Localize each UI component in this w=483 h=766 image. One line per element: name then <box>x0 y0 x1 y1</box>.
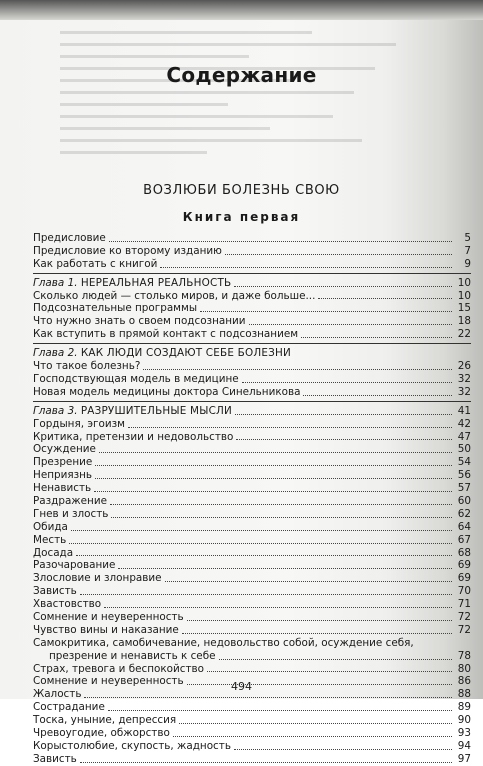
toc-entry-title: Критика, претензии и недовольство <box>33 430 234 443</box>
toc-entry-title: Чревоугодие, обжорство <box>33 727 170 739</box>
toc-entry[interactable] <box>33 714 471 727</box>
leader-dots <box>234 749 452 750</box>
toc-entry[interactable] <box>33 663 471 676</box>
toc-entry-title-cont: презрение и ненависть к себе <box>49 649 216 662</box>
toc-entry[interactable] <box>33 290 471 303</box>
toc-entry-title: Подсознательные программы <box>33 302 198 315</box>
toc-entry-page: 86 <box>457 675 471 688</box>
leader-dots <box>128 427 452 428</box>
leader-dots <box>99 452 452 453</box>
toc-entry-title: Ненависть <box>33 482 92 495</box>
book-part-label: Книга первая <box>182 210 301 224</box>
toc-entry-title: Досада <box>33 546 74 559</box>
toc-entry-page: 50 <box>457 443 471 456</box>
toc-entry-title: Зависть <box>33 585 77 598</box>
leader-dots <box>84 697 452 698</box>
toc-entry[interactable] <box>33 443 471 456</box>
leader-dots <box>95 478 452 479</box>
toc-entry-title: Разочарование <box>33 559 116 572</box>
leader-dots <box>187 620 452 621</box>
toc-entry-page: 15 <box>457 302 471 315</box>
toc-entry-title: Что такое болезнь? <box>33 360 141 373</box>
book-title: ВОЗЛЮБИ БОЛЕЗНЬ СВОЮ <box>143 183 340 198</box>
toc-entry[interactable] <box>33 624 471 637</box>
toc-entry[interactable] <box>33 245 471 258</box>
toc-entry-page: 78 <box>457 649 471 662</box>
chapter-number: Глава 2. <box>33 347 78 360</box>
toc-entry-page: 67 <box>457 533 471 546</box>
toc-entry[interactable] <box>33 258 471 274</box>
toc-entry-page: 22 <box>457 328 471 341</box>
toc-entry-page: 72 <box>457 623 471 636</box>
toc-entry[interactable] <box>33 534 471 547</box>
toc-entry-title: Предисловие ко второму изданию <box>33 244 222 257</box>
chapter-heading[interactable] <box>33 405 471 418</box>
toc-entry-page: 72 <box>457 610 471 623</box>
toc-entry-title: Хвастовство <box>33 598 102 611</box>
toc-entry-page: 69 <box>457 559 471 572</box>
leader-dots <box>165 581 452 582</box>
leader-dots <box>160 267 452 268</box>
toc-entry[interactable] <box>33 508 471 521</box>
toc-entry-title: Корыстолюбие, скупость, жадность <box>33 739 231 752</box>
leader-dots <box>236 439 452 440</box>
toc-entry[interactable] <box>33 373 471 386</box>
leader-dots <box>179 723 452 724</box>
toc-entry-title: Как работать с книгой <box>33 257 158 270</box>
scan-top-edge <box>0 0 483 20</box>
toc-entry-page: 94 <box>457 739 471 752</box>
toc-entry[interactable] <box>33 727 471 740</box>
toc-entry-page: 47 <box>457 430 471 443</box>
toc-entry-title: Неприязнь <box>33 469 93 482</box>
leader-dots <box>69 543 452 544</box>
leader-dots <box>80 594 452 595</box>
toc-entry-page: 18 <box>457 315 471 328</box>
toc-entry-title: Чувство вины и наказание <box>33 623 179 636</box>
toc-entry-page: 32 <box>457 372 471 385</box>
toc-entry-page: 80 <box>457 662 471 675</box>
toc-entry-page: 57 <box>457 482 471 495</box>
toc-entry-page: 89 <box>457 701 471 714</box>
leader-dots <box>219 659 453 660</box>
toc-entry-page: 10 <box>457 289 471 302</box>
toc-entry-page: 42 <box>457 417 471 430</box>
chapter-heading[interactable] <box>33 277 471 290</box>
toc-entry[interactable] <box>33 328 471 344</box>
leader-dots <box>207 671 452 672</box>
toc-entry[interactable] <box>33 521 471 534</box>
leader-dots <box>104 607 452 608</box>
toc-entry[interactable] <box>33 418 471 431</box>
toc-entry-page: 10 <box>457 276 471 289</box>
page-title: Содержание <box>166 63 317 87</box>
toc-entry-title: Как вступить в прямой контакт с подсознанием <box>33 328 299 341</box>
leader-dots <box>108 710 452 711</box>
chapter-name: РАЗРУШИТЕЛЬНЫЕ МЫСЛИ <box>80 404 233 417</box>
toc-entry-page: 26 <box>457 360 471 373</box>
chapter-number: Глава 1. <box>33 276 78 289</box>
toc-entry-page: 60 <box>457 494 471 507</box>
leader-dots <box>234 286 452 287</box>
leader-dots <box>143 369 452 370</box>
toc-entry-title: Зависть <box>33 752 77 765</box>
toc-entry-page: 71 <box>457 598 471 611</box>
leader-dots <box>111 517 452 518</box>
leader-dots <box>173 736 452 737</box>
toc-entry[interactable] <box>33 360 471 373</box>
toc-entry-title: Сострадание <box>33 701 105 714</box>
toc-entry-page: 9 <box>464 257 471 270</box>
leader-dots <box>118 568 452 569</box>
leader-dots <box>318 298 452 299</box>
leader-dots <box>249 324 452 325</box>
toc-entry-title: Злословие и злонравие <box>33 572 162 585</box>
toc-entry-title: Самокритика, самобичевание, недовольство собой, осуждение себя, <box>33 636 414 649</box>
leader-dots <box>242 382 452 383</box>
toc-entry-page: 56 <box>457 469 471 482</box>
chapter-name: НЕРЕАЛЬНАЯ РЕАЛЬНОСТЬ <box>80 276 232 289</box>
toc-entry[interactable] <box>33 232 471 245</box>
leader-dots <box>80 762 452 763</box>
toc-entry-title: Господствующая модель в медицине <box>33 372 239 385</box>
leader-dots <box>182 633 452 634</box>
toc-entry[interactable] <box>33 302 471 315</box>
leader-dots <box>110 504 452 505</box>
toc-entry-title: Предисловие <box>33 231 106 244</box>
page-number: 494 <box>231 680 252 693</box>
chapter-heading[interactable] <box>33 347 471 360</box>
toc-entry[interactable] <box>33 572 471 585</box>
bleed-through-text <box>60 22 480 192</box>
toc-entry[interactable] <box>33 701 471 714</box>
leader-dots <box>95 465 452 466</box>
toc-entry-page: 70 <box>457 585 471 598</box>
toc-entry[interactable] <box>33 611 471 624</box>
toc-entry-page: 7 <box>464 244 471 257</box>
toc-entry-title: Раздражение <box>33 494 107 507</box>
leader-dots <box>200 311 452 312</box>
chapter-number: Глава 3. <box>33 404 78 417</box>
toc-entry[interactable] <box>33 315 471 328</box>
toc-entry-page: 93 <box>457 727 471 739</box>
toc-entry-page: 97 <box>457 752 471 765</box>
toc-entry[interactable] <box>33 585 471 598</box>
toc-entry[interactable] <box>33 431 471 444</box>
toc-entry-page: 41 <box>457 404 471 417</box>
toc-entry[interactable] <box>33 456 471 469</box>
toc-entry[interactable] <box>33 740 471 753</box>
chapter-name: КАК ЛЮДИ СОЗДАЮТ СЕБЕ БОЛЕЗНИ <box>80 347 291 360</box>
toc-entry-title: Сомнение и неуверенность <box>33 675 184 688</box>
leader-dots <box>94 491 452 492</box>
leader-dots <box>225 254 452 255</box>
toc-entry-title: Что нужно знать о своем подсознании <box>33 315 246 328</box>
toc-entry-page: 90 <box>457 714 471 727</box>
leader-dots <box>76 555 452 556</box>
toc-entry[interactable] <box>33 547 471 560</box>
toc-entry-title: Месть <box>33 533 67 546</box>
toc-entry-title: Сомнение и неуверенность <box>33 610 184 623</box>
toc-entry[interactable] <box>33 637 471 663</box>
toc-entry-page: 54 <box>457 456 471 469</box>
toc-entry-title: Обида <box>33 520 68 533</box>
toc-entry-title: Гнев и злость <box>33 507 109 520</box>
leader-dots <box>109 241 452 242</box>
toc-entry[interactable] <box>33 559 471 572</box>
toc-entry[interactable] <box>33 469 471 482</box>
toc-entry-title: Презрение <box>33 456 93 469</box>
leader-dots <box>71 530 452 531</box>
toc-entry[interactable] <box>33 598 471 611</box>
toc-entry-page: 32 <box>457 385 471 398</box>
toc-entry-title: Осуждение <box>33 443 96 456</box>
toc-entry-title: Жалость <box>33 688 82 701</box>
leader-dots <box>303 395 452 396</box>
toc-entry-page: 69 <box>457 572 471 585</box>
toc-entry[interactable] <box>33 495 471 508</box>
leader-dots <box>301 337 452 338</box>
toc-entry-title: Страх, тревога и беспокойство <box>33 662 205 675</box>
toc-entry-title: Тоска, уныние, депрессия <box>33 714 177 727</box>
toc-entry-page: 62 <box>457 507 471 520</box>
toc-entry[interactable] <box>33 482 471 495</box>
leader-dots <box>235 414 452 415</box>
toc-entry[interactable] <box>33 386 471 402</box>
toc-entry-title: Сколько людей — столько миров, и даже больше... <box>33 289 316 302</box>
toc-entry[interactable] <box>33 753 471 766</box>
toc-entry-title: Новая модель медицины доктора Синельникова <box>33 385 301 398</box>
toc-entry-page: 88 <box>457 688 471 701</box>
toc-entry-title: Гордыня, эгоизм <box>33 417 125 430</box>
toc-entry-page: 68 <box>457 546 471 559</box>
toc-entry-page: 5 <box>464 231 471 244</box>
toc-entry-page: 64 <box>457 520 471 533</box>
